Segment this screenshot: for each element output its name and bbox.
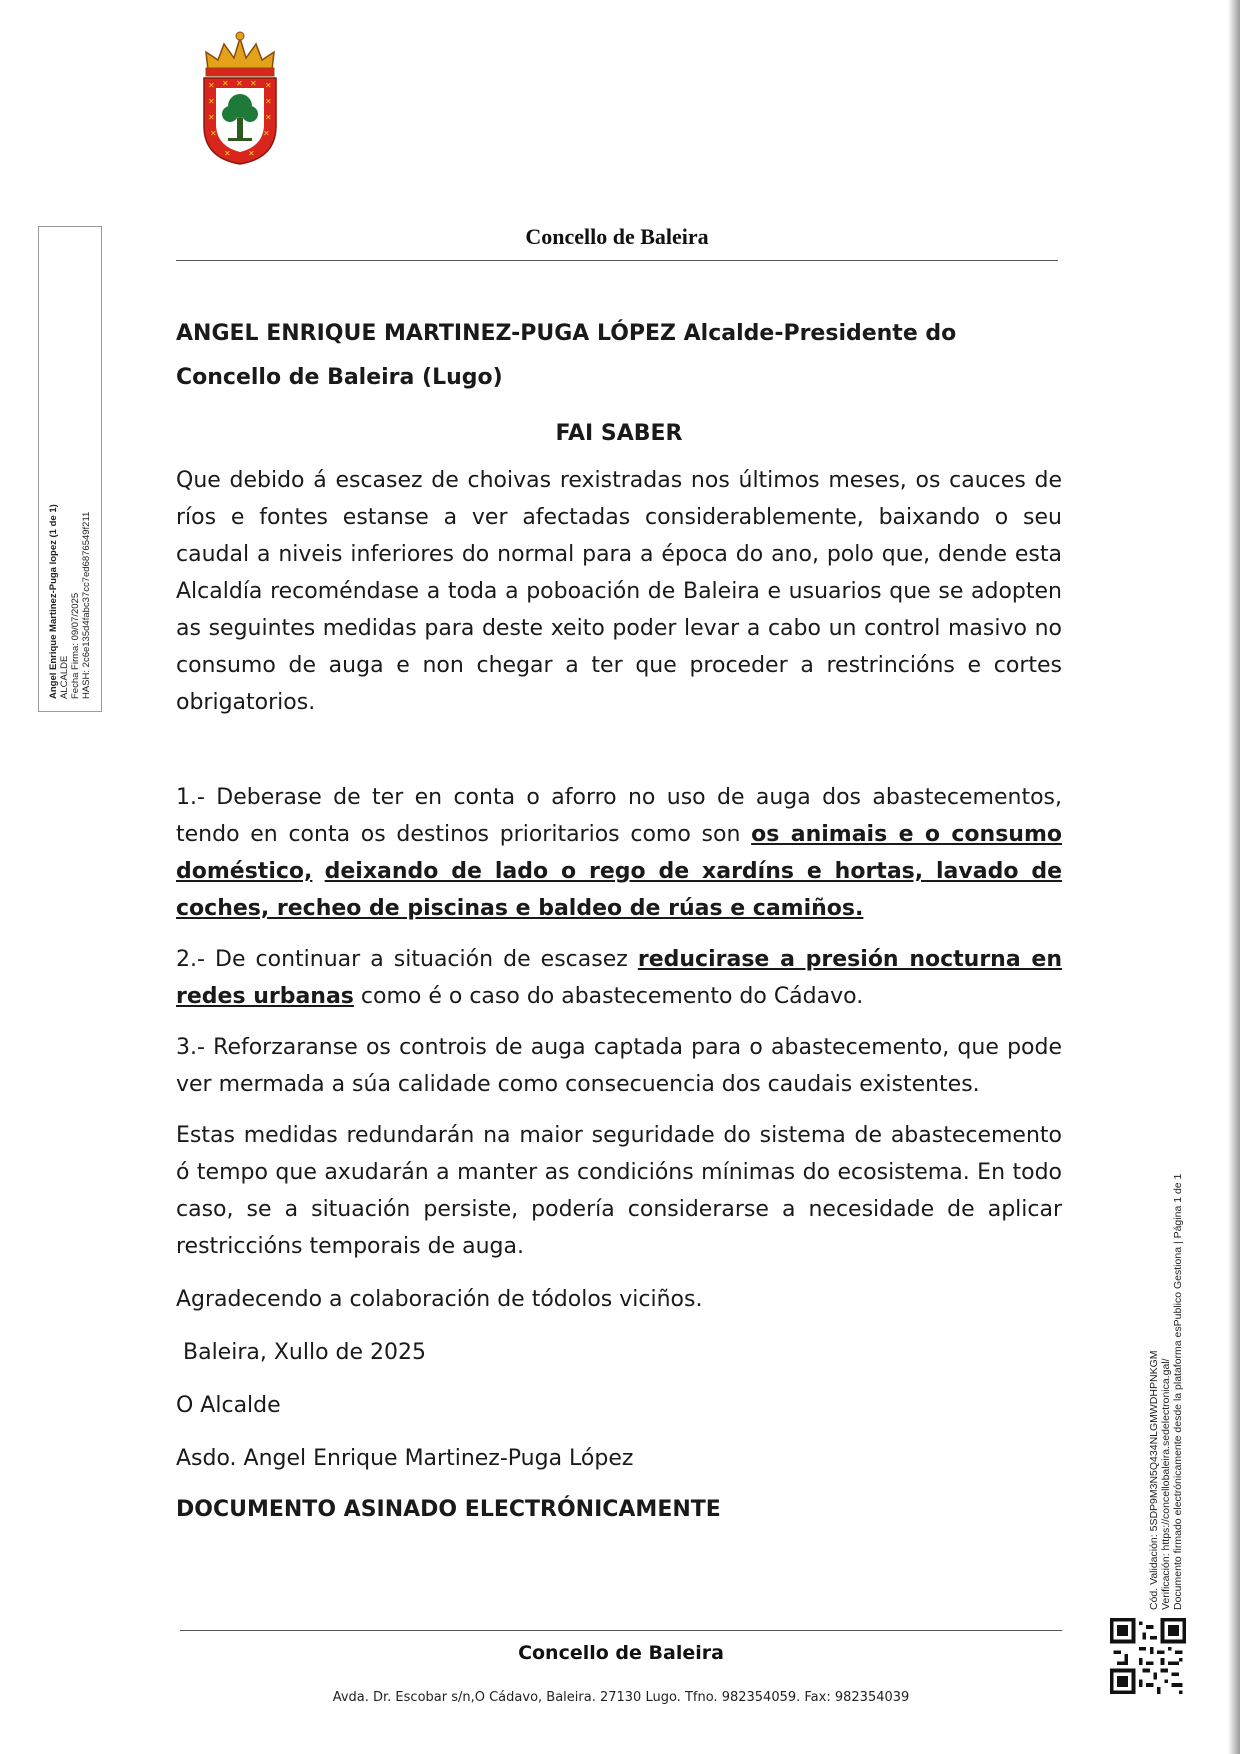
- signer-role-line: O Alcalde: [176, 1393, 281, 1418]
- measure-1-emphasis-a: os animais e o consumo doméstico,: [176, 822, 1062, 884]
- measure-1-text: 1.- Deberase de ter en conta o aforro no uso de auga dos abastecementos, tendo en conta os destinos prioritarios como son: [176, 785, 1062, 847]
- document-heading: ANGEL ENRIQUE MARTINEZ-PUGA LÓPEZ Alcalde-Presidente do Concello de Baleira (Lugo): [176, 321, 957, 390]
- svg-text:✕: ✕: [208, 113, 215, 122]
- footer-address: Avda. Dr. Escobar s/n,O Cádavo, Baleira. 27130 Lugo. Tfno. 982354059. Fax: 982354039: [332, 1690, 910, 1705]
- measure-2-rest: como é o caso do abastecemento do Cádavo.: [353, 984, 864, 1009]
- signed-by-line: Asdo. Angel Enrique Martinez-Puga López: [176, 1446, 634, 1471]
- svg-text:✕: ✕: [265, 81, 272, 90]
- intro-paragraph: Que debido á escasez de choivas rexistradas nos últimos meses, os cauces de ríos e fontes estanse a ver afectadas considerablemente, baixando o seu caudal a niveis inferiores do normal para a época do ano, polo que, dende esta Alcaldía recoméndase a toda a poboación de Baleira e usuarios que se adopten as seguintes medidas para deste xeito poder levar a cabo un control masivo no consumo de auga e non chegar a ter que proceder a restrincións e cortes obrigatorios.: [176, 468, 1062, 715]
- qr-code-icon: [1110, 1618, 1186, 1694]
- header-title: Concello de Baleira: [525, 224, 709, 249]
- svg-text:✕: ✕: [208, 81, 215, 90]
- verification-url[interactable]: Verificación: https://concellobaleira.sedelectronica.gal/: [1160, 1358, 1172, 1610]
- measure-1: [176, 779, 1062, 927]
- document-body: [176, 312, 1062, 1528]
- svg-text:✕: ✕: [265, 97, 272, 106]
- measure-2-text: 2.- De continuar a situación de escasez: [176, 947, 638, 972]
- measure-2: [176, 941, 1062, 1015]
- signature-date: Fecha Firma: 09/07/2025: [70, 592, 81, 699]
- validation-code: Cód. Validación: 5SDP9M3N5Q434NLGMWDHPNKGM: [1148, 1350, 1160, 1610]
- coat-of-arms-icon: [198, 26, 282, 166]
- shield: [204, 78, 276, 164]
- measure-1-emphasis-b: deixando de lado o rego de xardíns e hortas, lavado de coches, recheo de piscinas e baldeo de rúas e camiños.: [176, 859, 1063, 921]
- fai-saber-title: FAI SABER: [555, 421, 683, 446]
- electronic-signature-notice: DOCUMENTO ASINADO ELECTRÓNICAMENTE: [176, 1497, 721, 1522]
- measure-1-separator: [312, 859, 324, 884]
- footer-title: Concello de Baleira: [518, 1642, 724, 1664]
- svg-text:✕: ✕: [222, 79, 229, 88]
- measure-2-emphasis: reducirase a presión nocturna en redes urbanas: [176, 947, 1062, 1009]
- svg-text:✕: ✕: [236, 79, 243, 88]
- signer-line: Angel Enrique Martinez-Puga lopez (1 de 1): [48, 504, 59, 699]
- closing-paragraph: Estas medidas redundarán na maior seguridade do sistema de abastecemento ó tempo que axudarán a manter as condicións mínimas do ecosistema. En todo caso, se a situación persiste, podería considerarse a necesidade de aplicar restriccións temporais de auga.: [176, 1123, 1062, 1259]
- svg-text:✕: ✕: [224, 149, 231, 158]
- crown-icon: [206, 32, 274, 76]
- svg-text:✕: ✕: [210, 129, 217, 138]
- place-date: Baleira, Xullo de 2025: [176, 1340, 427, 1365]
- thanks-line: Agradecendo a colaboración de tódolos viciños.: [176, 1287, 703, 1312]
- svg-text:✕: ✕: [208, 97, 215, 106]
- svg-text:✕: ✕: [263, 129, 270, 138]
- measure-3: 3.- Reforzaranse os controis de auga captada para o abastecemento, que pode ver mermada a súa calidade como consecuencia dos caudais existentes.: [176, 1035, 1062, 1097]
- footer-divider: [180, 1630, 1062, 1631]
- header-divider: [176, 260, 1058, 261]
- svg-text:✕: ✕: [265, 113, 272, 122]
- page-edge-shadow: [1228, 0, 1240, 1754]
- svg-text:✕: ✕: [250, 79, 257, 88]
- svg-text:✕: ✕: [248, 149, 255, 158]
- electronic-signature-platform: Documento firmado electrónicamente desde la plataforma esPublico Gestiona | Página 1 de 1: [1172, 1173, 1184, 1610]
- validation-strip: [1143, 1090, 1189, 1610]
- signer-role: ALCALDE: [59, 655, 70, 699]
- signature-hash: HASH: 2c6e135d4fabc37cc7ed6876549f211: [81, 511, 92, 699]
- signature-info-box: [38, 226, 102, 712]
